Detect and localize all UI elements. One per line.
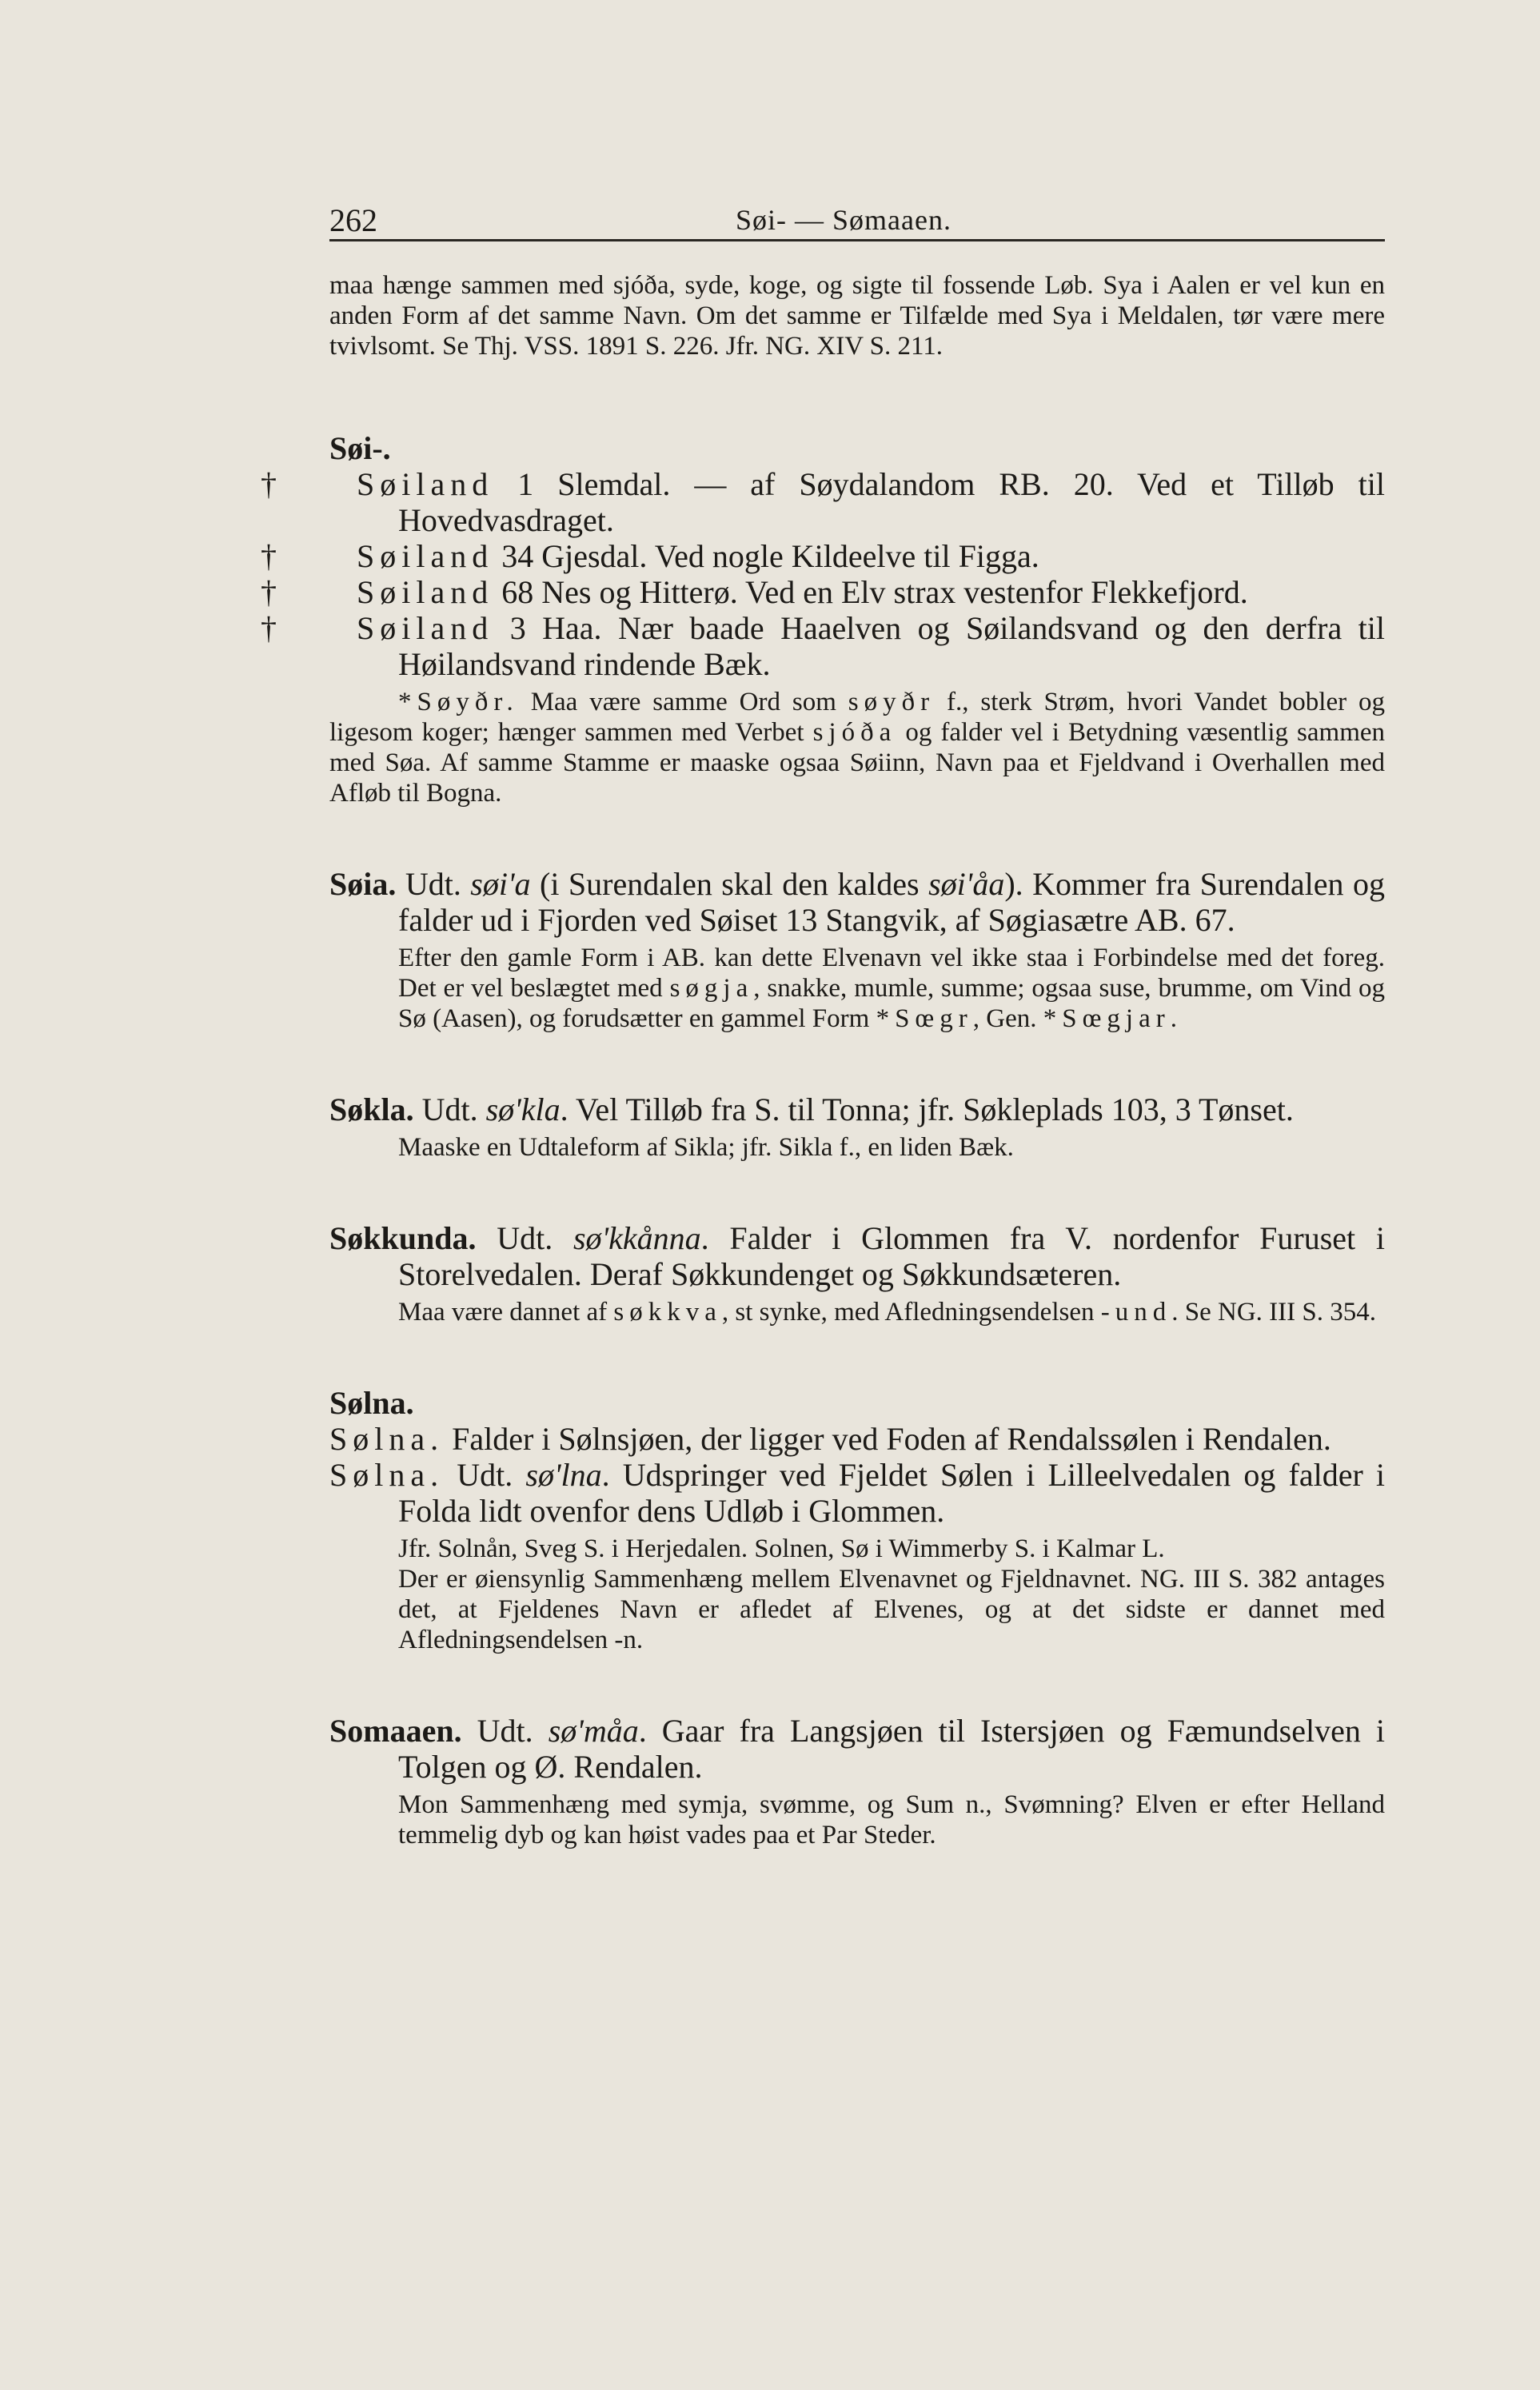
entry-note: Efter den gamle Form i AB. kan dette Elvenavn vel ikke staa i Forbindelse med det foreg. Det er vel beslægtet med søgja, snakke, mumle, summe; ogsaa suse, brumme, om Vind og Sø (Aasen), og forudsætter en gammel Form *Sœgr, Gen. *Sœgjar. [398,944,1385,1033]
pronunciation: søi'a [470,866,531,902]
running-title: Søi- — Sømaaen. [736,204,952,236]
place-name: Sølna. [329,1457,445,1493]
sub-entry [261,466,1386,538]
entry-sokkunda [329,1220,1385,1327]
page-number: 262 [329,202,377,238]
entry-headword: Sølna. [329,1385,414,1421]
sub-entry: Sølna. Falder i Sølnsjøen, der ligger ved Foden af Rendalssølen i Rendalen. [329,1421,1331,1457]
entry-note: Jfr. Solnån, Sveg S. i Herjedalen. Solnen, Sø i Wimmerby S. i Kalmar L. [398,1534,1165,1563]
dagger-mark: † [261,538,277,574]
entry-note: Der er øiensynlig Sammenhæng mellem Elvenavnet og Fjeldnavnet. NG. III S. 382 antages det, at Fjeldenes Navn er afledet af Elvenes, og at det sidste er dannet med Afledningsendelsen -n. [398,1565,1385,1654]
entry-main: Somaaen. Udt. sø'måa. Gaar fra Langsjøen til Istersjøen og Fæmundselven i Tolgen og Ø. Rendalen. [329,1713,1386,1785]
sub-entry: Sølna. Udt. sø'lna. Udspringer ved Fjeldet Sølen i Lilleelvedalen og falder i Folda lidt ovenfor dens Udløb i Glommen. [329,1457,1386,1529]
running-header [329,201,1385,241]
page-content [261,270,1386,1850]
entry-somaaen [329,1713,1385,1850]
sub-entry-text: 1 Slemdal. — af Søydalandom RB. 20. Ved et Tilløb til Hovedvasdraget. [398,466,1386,538]
entry-solna [329,1385,1385,1655]
place-name: Søiland [357,466,494,502]
entry-note: Mon Sammenhæng med symja, svømme, og Sum n., Svømning? Elven er efter Helland temmelig dyb og kan høist vades paa et Par Steder. [398,1790,1385,1849]
entry-headword: Somaaen. [329,1713,462,1749]
entry-headword: Søkla. [329,1091,414,1127]
pronunciation: sø'måa [548,1713,639,1749]
entry-main: Søkkunda. Udt. sø'kkånna. Falder i Glommen fra V. nordenfor Furuset i Storelvedalen. Deraf Søkkundenget og Søkkundsæteren. [329,1220,1386,1292]
entry-soia [329,866,1385,1034]
pronunciation: sø'kkånna [573,1220,701,1256]
pronunciation: søi'åa [928,866,1005,902]
entry-sokla [329,1091,1385,1163]
entry-note: Maa være dannet af søkkva, st synke, med Afledningsendelsen -und. Se NG. III S. 354. [398,1298,1376,1327]
dagger-mark: † [261,466,277,502]
pronunciation: sø'kla [485,1091,561,1127]
place-name: Søiland [357,538,494,574]
place-name: Søiland [357,610,494,646]
entry-main: Søkla. Udt. sø'kla. Vel Tilløb fra S. til Tonna; jfr. Søkleplads 103, 3 Tønset. [329,1091,1294,1127]
entry-note: *Søyðr. Maa være samme Ord som søyðr f., sterk Strøm, hvori Vandet bobler og ligesom koger; hænger sammen med Verbet sjóða og falder vel i Betydning væsentlig sammen med Søa. Af samme Stamme er maaske ogsaa Søiinn, Navn paa et Fjeldvand i Overhallen med Afløb til Bogna. [329,688,1386,808]
dagger-mark: † [261,574,277,610]
entry-soi [261,430,1386,808]
entry-note: Maaske en Udtaleform af Sikla; jfr. Sikla f., en liden Bæk. [398,1133,1014,1162]
entry-main: Søia. Udt. søi'a (i Surendalen skal den kaldes søi'åa). Kommer fra Surendalen og falder ud i Fjorden ved Søiset 13 Stangvik, af Søgiasætre AB. 67. [329,866,1386,938]
sub-entry-text: 34 Gjesdal. Ved nogle Kildeelve til Figga. [501,538,1039,574]
sub-entry [261,538,1385,574]
sub-entry-text: 68 Nes og Hitterø. Ved en Elv strax vestenfor Flekkefjord. [501,574,1248,610]
intro-paragraph: maa hænge sammen med sjóða, syde, koge, og sigte til fossende Løb. Sya i Aalen er vel kun en anden Form af det samme Navn. Om det samme er Tilfælde med Sya i Meldalen, tør være mere tvivlsomt. Se Thj. VSS. 1891 S. 226. Jfr. NG. XIV S. 211. [329,271,1385,361]
entry-headword: Søkkunda. [329,1220,477,1256]
sub-entry [261,574,1385,610]
entry-headword: Søia. [329,866,397,902]
entry-headword: Søi-. [329,430,391,466]
dagger-mark: † [261,610,277,646]
header-rule [329,239,1385,241]
pronunciation: sø'lna [525,1457,602,1493]
sub-entry [261,610,1386,682]
place-name: Søiland [357,574,494,610]
place-name: Sølna. [329,1421,445,1457]
sub-entry-text: 3 Haa. Nær baade Haaelven og Søilandsvand og den derfra til Høilandsvand rindende Bæk. [398,610,1386,682]
